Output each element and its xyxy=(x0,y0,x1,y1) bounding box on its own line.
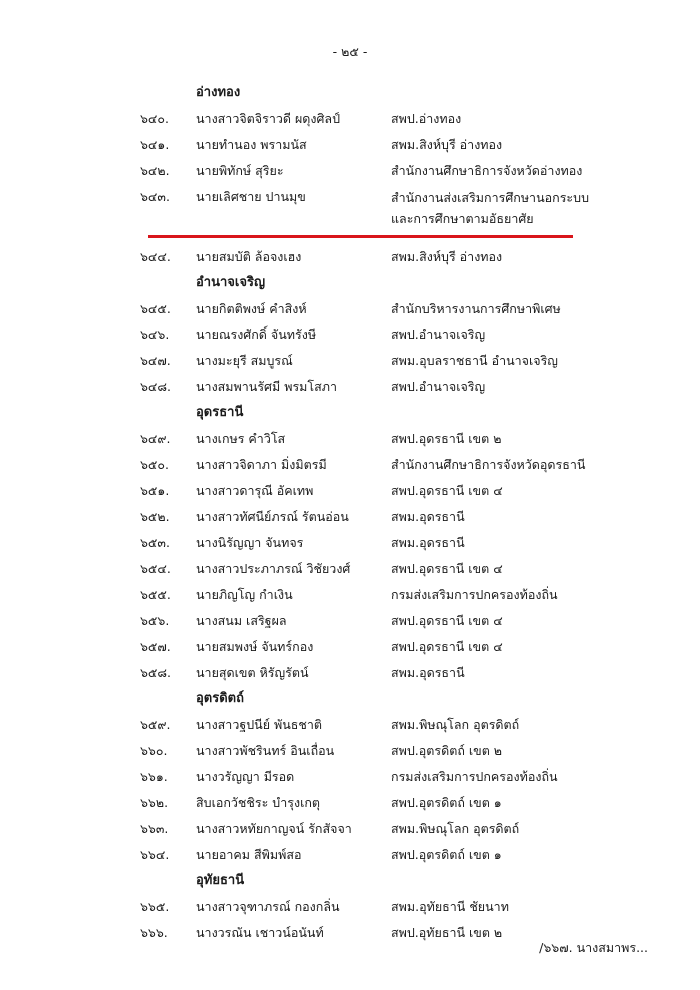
item-number: ๖๖๒. xyxy=(140,795,169,810)
list-item xyxy=(0,660,700,686)
item-number: ๖๔๑. xyxy=(140,137,170,152)
office-name: สพม.สิงห์บุรี อ่างทอง xyxy=(391,249,503,264)
item-number: ๖๖๕. xyxy=(140,899,170,914)
office-name: สพม.อุดรธานี xyxy=(391,535,465,550)
continuation-footer: /๖๖๗. นางสมาพร... xyxy=(539,940,648,955)
person-name: นางวรณัน เชาวน์อนันท์ xyxy=(196,925,324,940)
office-name: สพม.พิษณุโลก อุตรดิตถ์ xyxy=(391,717,520,732)
item-number: ๖๕๖. xyxy=(140,613,170,628)
person-name: นางสาวฐปนีย์ พันธชาติ xyxy=(196,717,323,732)
office-name xyxy=(391,187,589,229)
person-name: นางสาวทัศนีย์ภรณ์ รัตนอ่อน xyxy=(196,509,349,524)
item-number: ๖๕๑. xyxy=(140,483,170,498)
item-number: ๖๔๘. xyxy=(140,379,172,394)
office-name: กรมส่งเสริมการปกครองท้องถิ่น xyxy=(391,587,558,602)
person-name: นางมะยุรี สมบูรณ์ xyxy=(196,353,293,368)
list-item xyxy=(0,764,700,790)
office-name: สพม.สิงห์บุรี อ่างทอง xyxy=(391,137,503,152)
list-item xyxy=(0,184,700,230)
office-name: สำนักบริหารงานการศึกษาพิเศษ xyxy=(391,301,561,316)
list-item xyxy=(0,816,700,842)
office-name-line: สำนักงานส่งเสริมการศึกษานอกระบบ xyxy=(391,190,589,205)
item-number: ๖๕๘. xyxy=(140,665,172,680)
name-list xyxy=(0,80,700,946)
item-number: ๖๕๕. xyxy=(140,587,171,602)
person-name: นายสมบัติ ล้อจงเฮง xyxy=(196,249,302,264)
office-name: สพม.อุดรธานี xyxy=(391,509,465,524)
province-heading: อ่างทอง xyxy=(196,85,241,100)
list-item xyxy=(0,374,700,400)
list-item xyxy=(0,478,700,504)
province-heading: อำนาจเจริญ xyxy=(196,275,266,290)
person-name: นายกิตติพงษ์ คำสิงห์ xyxy=(196,301,307,316)
red-divider-line xyxy=(0,230,700,244)
province-heading: อุดรธานี xyxy=(196,405,244,420)
list-item xyxy=(0,348,700,374)
item-number: ๖๔๕. xyxy=(140,301,171,316)
list-item xyxy=(0,296,700,322)
list-item xyxy=(0,608,700,634)
item-number: ๖๖๐. xyxy=(140,743,168,758)
person-name: นางสมพานรัศมี พรมโสภา xyxy=(196,379,337,394)
item-number: ๖๔๖. xyxy=(140,327,170,342)
item-number: ๖๔๓. xyxy=(140,189,170,204)
person-name: นายสมพงษ์ จันทร์กอง xyxy=(196,639,314,654)
list-item xyxy=(0,582,700,608)
person-name: นายณรงศักดิ์ จันทรังษี xyxy=(196,327,317,342)
office-name: สพป.อุดรธานี เขต ๔ xyxy=(391,639,503,654)
office-name: สำนักงานศึกษาธิการจังหวัดอ่างทอง xyxy=(391,163,583,178)
person-name: นางนิรัญญา จันทจร xyxy=(196,535,304,550)
item-number: ๖๕๐. xyxy=(140,457,169,472)
list-item xyxy=(0,504,700,530)
office-name: สพป.อำนาจเจริญ xyxy=(391,327,486,342)
list-item xyxy=(0,842,700,868)
province-heading: อุทัยธานี xyxy=(196,873,245,888)
list-item xyxy=(0,158,700,184)
person-name: นางสาวจิตจิราวดี ผดุงศิลป์ xyxy=(196,111,341,126)
item-number: ๖๔๙. xyxy=(140,431,171,446)
person-name: นางสาวประภาภรณ์ วิชัยวงศ์ xyxy=(196,561,351,576)
person-name: นางสนม เสริฐผล xyxy=(196,613,287,628)
person-name: นายสุดเขต หิรัญรัตน์ xyxy=(196,665,309,680)
office-name: สพป.อุดรธานี เขต ๔ xyxy=(391,483,503,498)
item-number: ๖๕๔. xyxy=(140,561,171,576)
list-item xyxy=(0,712,700,738)
office-name: สพป.อุตรดิตถ์ เขต ๒ xyxy=(391,743,503,758)
item-number: ๖๔๒. xyxy=(140,163,170,178)
office-name: สพป.อำนาจเจริญ xyxy=(391,379,486,394)
item-number: ๖๖๖. xyxy=(140,925,168,940)
person-name: นางวรัญญา มีรอด xyxy=(196,769,295,784)
office-name: กรมส่งเสริมการปกครองท้องถิ่น xyxy=(391,769,558,784)
person-name: นางสาวจิดาภา มิ่งมิตรมี xyxy=(196,457,327,472)
office-name: สพป.อุตรดิตถ์ เขต ๑ xyxy=(391,847,502,862)
list-item xyxy=(0,556,700,582)
item-number: ๖๕๗. xyxy=(140,639,171,654)
person-name: นายทำนอง พรามนัส xyxy=(196,137,307,152)
province-heading: อุตรดิตถ์ xyxy=(196,691,244,706)
item-number: ๖๕๓. xyxy=(140,535,170,550)
office-name: สพม.อุทัยธานี ชัยนาท xyxy=(391,899,509,914)
list-item xyxy=(0,426,700,452)
person-name: นายภิญโญ กำเงิน xyxy=(196,587,293,602)
office-name: สพป.อุตรดิตถ์ เขต ๑ xyxy=(391,795,502,810)
office-name-line: และการศึกษาตามอัธยาศัย xyxy=(391,211,534,226)
item-number: ๖๖๔. xyxy=(140,847,170,862)
person-name: นายพิทักษ์ สุริยะ xyxy=(196,163,284,178)
list-item xyxy=(0,106,700,132)
person-name: นางสาวหทัยกาญจน์ รักสัจจา xyxy=(196,821,352,836)
item-number: ๖๖๓. xyxy=(140,821,169,836)
item-number: ๖๔๗. xyxy=(140,353,171,368)
item-number: ๖๕๒. xyxy=(140,509,170,524)
item-number: ๖๕๙. xyxy=(140,717,171,732)
office-name: สพม.พิษณุโลก อุตรดิตถ์ xyxy=(391,821,520,836)
office-name: สพป.อุดรธานี เขต ๔ xyxy=(391,561,503,576)
list-item xyxy=(0,530,700,556)
office-name: สพป.อุดรธานี เขต ๒ xyxy=(391,431,502,446)
list-item xyxy=(0,322,700,348)
office-name: สพป.อ่างทอง xyxy=(391,111,462,126)
person-name: นางสาวจุฑาภรณ์ กองกลิ่น xyxy=(196,899,340,914)
office-name: สพป.อุดรธานี เขต ๔ xyxy=(391,613,503,628)
person-name: นางสาวพัชรินทร์ อินเถื่อน xyxy=(196,743,335,758)
person-name: นางสาวดารุณี อัคเทพ xyxy=(196,483,314,498)
page-number: - ๒๕ - xyxy=(332,44,368,59)
item-number: ๖๔๐. xyxy=(140,111,169,126)
list-item xyxy=(0,452,700,478)
list-item xyxy=(0,790,700,816)
item-number: ๖๔๔. xyxy=(140,249,171,264)
person-name: นางเกษร คำวิโส xyxy=(196,431,286,446)
office-name: สพป.อุทัยธานี เขต ๒ xyxy=(391,925,503,940)
office-name: สำนักงานศึกษาธิการจังหวัดอุดรธานี xyxy=(391,457,586,472)
person-name: สิบเอกวัชชิระ บำรุงเกตุ xyxy=(196,795,321,810)
office-name: สพม.อุบลราชธานี อำนาจเจริญ xyxy=(391,353,558,368)
office-name: สพม.อุดรธานี xyxy=(391,665,465,680)
person-name: นายอาคม สีพิมพ์สอ xyxy=(196,847,302,862)
list-item xyxy=(0,738,700,764)
item-number: ๖๖๑. xyxy=(140,769,168,784)
list-item xyxy=(0,132,700,158)
list-item xyxy=(0,244,700,270)
list-item xyxy=(0,894,700,920)
list-item xyxy=(0,634,700,660)
person-name: นายเลิศชาย ปานมุข xyxy=(196,189,306,204)
